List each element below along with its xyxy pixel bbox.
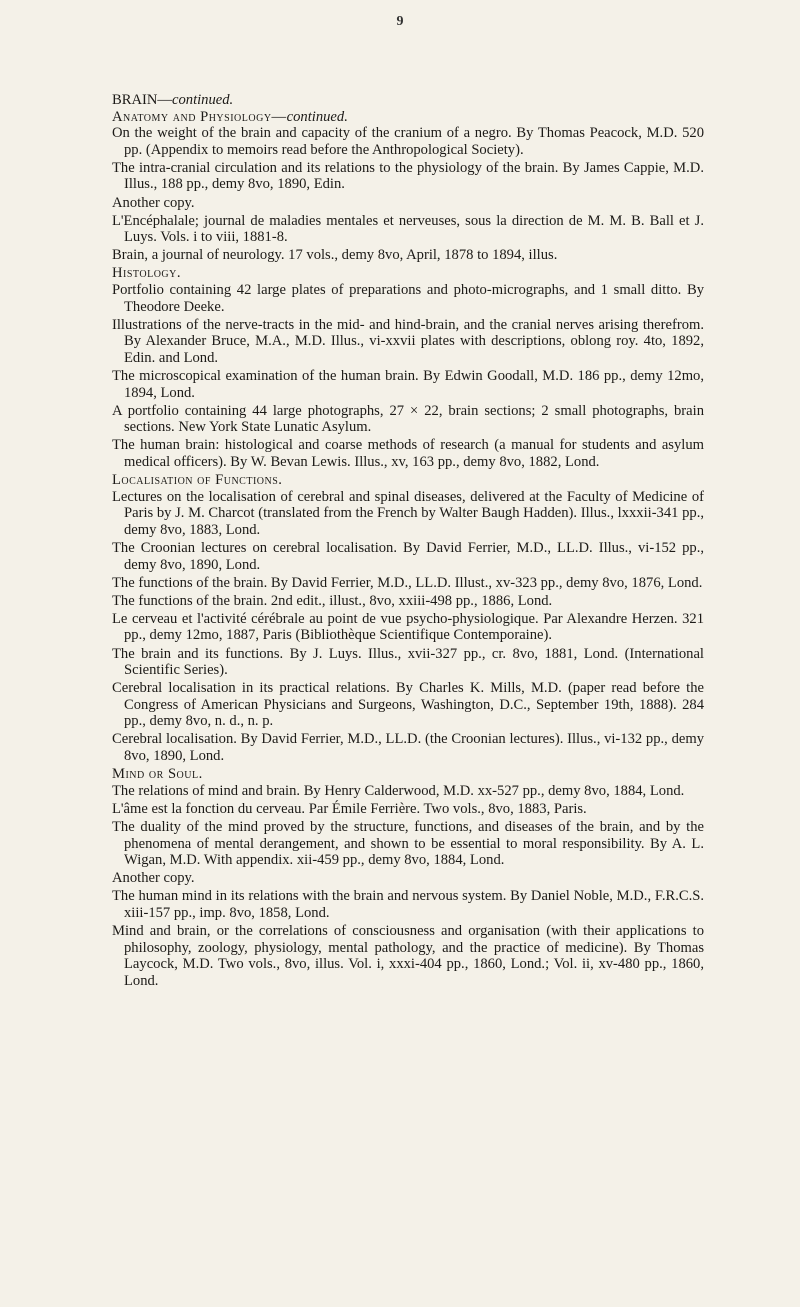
catalogue-entry: The intra-cranial circulation and its relations to the physiology of the brain. By James Cappie, M.D. Illus., 188 pp., demy 8vo, 1890, Edin. [112,159,704,193]
catalogue-sections [112,109,704,990]
catalogue-entry: The duality of the mind proved by the structure, functions, and diseases of the brain, and by the phenomena of mental derangement, and shown to be essential to moral responsibility. By A. L. Wigan, M.D. With appendix. xii-459 pp., demy 8vo, 1884, Lond. [112,818,704,869]
section-heading [112,472,704,489]
page-number: 9 [396,14,404,29]
section-heading-label: Anatomy and Physiology— [112,108,287,125]
section-heading [112,766,704,783]
section-heading-label: Histology. [112,265,182,282]
section-heading-label: Localisation of Functions. [112,472,283,489]
catalogue-entry: L'Encéphalale; journal de maladies mentales et nerveuses, sous la direction de M. M. B. Ball et J. Luys. Vols. i to viii, 1881-8. [112,212,704,246]
catalogue-entry: The microscopical examination of the human brain. By Edwin Goodall, M.D. 186 pp., demy 12mo, 1894, Lond. [112,368,704,401]
catalogue-entry: Le cerveau et l'activité cérébrale au point de vue psycho-physiologique. Par Alexandre Herzen. 321 pp., demy 12mo, 1887, Paris (Bibliothèque Scientifique Contemporaine). [112,610,704,644]
catalogue-entry: The brain and its functions. By J. Luys. Illus., xvii-327 pp., cr. 8vo, 1881, Lond. (International Scientific Series). [112,645,704,679]
section-heading-continued: continued. [286,108,348,125]
catalogue-entry: Brain, a journal of neurology. 17 vols., demy 8vo, April, 1878 to 1894, illus. [112,247,558,264]
catalogue-entry: Another copy. [112,194,195,211]
catalogue-entry: The Croonian lectures on cerebral localisation. By David Ferrier, M.D., LL.D. Illus., vi-152 pp., demy 8vo, 1890, Lond. [112,539,704,573]
catalogue-entry: Lectures on the localisation of cerebral and spinal diseases, delivered at the Faculty of Medicine of Paris by J. M. Charcot (translated from the French by Walter Baugh Hadden). Illus., lxxxii-341 pp., demy 8vo, 1883, Lond. [112,488,704,538]
running-head [112,92,704,109]
page-content [112,92,704,991]
running-head-main: BRAIN— [112,92,172,108]
catalogue-entry: Cerebral localisation in its practical relations. By Charles K. Mills, M.D. (paper read before the Congress of American Physicians and Surgeons, Washington, D.C., September 19th, 1888). 284 pp., demy 8vo, n. d., n. p. [112,680,704,730]
catalogue-entry: Cerebral localisation. By David Ferrier, M.D., LL.D. (the Croonian lectures). Illus., vi-132 pp., demy 8vo, 1890, Lond. [112,731,704,765]
catalogue-entry: The human mind in its relations with the brain and nervous system. By Daniel Noble, M.D., F.R.C.S. xiii-157 pp., imp. 8vo, 1858, Lond. [112,888,704,921]
catalogue-entry: The relations of mind and brain. By Henry Calderwood, M.D. xx-527 pp., demy 8vo, 1884, Lond. [112,782,685,799]
catalogue-entry: On the weight of the brain and capacity of the cranium of a negro. By Thomas Peacock, M.D. 520 pp. (Appendix to memoirs read before the Anthropological Society). [112,125,704,158]
catalogue-entry: The functions of the brain. 2nd edit., illust., 8vo, xxiii-498 pp., 1886, Lond. [112,592,553,609]
section-heading [112,109,704,126]
catalogue-entry: L'âme est la fonction du cerveau. Par Émile Ferrière. Two vols., 8vo, 1883, Paris. [112,800,587,817]
catalogue-entry: Illustrations of the nerve-tracts in the mid- and hind-brain, and the cranial nerves arising therefrom. By Alexander Bruce, M.A., M.D. Illus., vi-xxvii plates with descriptions, oblong roy. 4to, 1892, Edin. and Lond. [112,316,704,366]
catalogue-entry: The functions of the brain. By David Ferrier, M.D., LL.D. Illust., xv-323 pp., demy 8vo, 1876, Lond. [112,574,703,591]
running-head-continued: continued. [172,92,234,108]
section-heading [112,265,704,282]
catalogue-entry: The human brain: histological and coarse methods of research (a manual for students and asylum medical officers). By W. Bevan Lewis. Illus., xv, 163 pp., demy 8vo, 1882, Lond. [112,437,704,470]
catalogue-entry: A portfolio containing 44 large photographs, 27 × 22, brain sections; 2 small photographs, brain sections. New York State Lunatic Asylum. [112,402,704,436]
catalogue-entry: Mind and brain, or the correlations of consciousness and organisation (with their applications to philosophy, zoology, physiology, mental pathology, and the practice of medicine). By Thomas Laycock, M.D. Two vols., 8vo, illus. Vol. i, xxxi-404 pp., 1860, Lond.; Vol. ii, xv-480 pp., 1860, Lond. [112,923,704,989]
section-heading-label: Mind or Soul. [112,766,203,783]
catalogue-entry: Another copy. [112,870,195,887]
catalogue-entry: Portfolio containing 42 large plates of preparations and photo-micrographs, and 1 small ditto. By Theodore Deeke. [112,282,704,315]
